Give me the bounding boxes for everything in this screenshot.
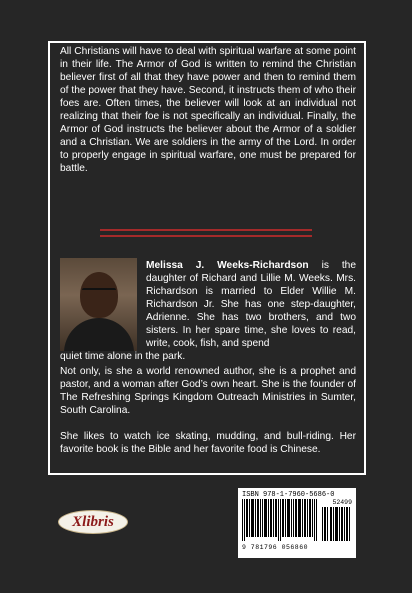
author-photo-glasses: [82, 288, 116, 298]
divider-line-bottom: [100, 235, 312, 237]
author-bio-intro: [146, 259, 356, 350]
author-name: Melissa J. Weeks-Richardson: [146, 260, 309, 271]
divider-line-top: [100, 229, 312, 231]
price-code: 52499: [332, 499, 352, 506]
author-bio-ministry: Not only, is she a world renowned author, she is a prophet and pastor, and a woman after God’s own heart. She is the founder of The Refreshing Springs Kingdom Outreach Ministries in Sumter, South Carolina.: [60, 366, 356, 416]
publisher-logo: Xlibris: [58, 510, 128, 534]
author-bio-intro-tail: quiet time alone in the park.: [60, 351, 186, 362]
author-bio-intro-text: is the daughter of Richard and Lillie M. Weeks. Mrs. Richardson is married to Elder Willie M. Richardson Jr. She has one step-daughter, Adrienne. She has two brothers, and two sisters. In her spare time, she loves to read, write, cook, fish, and spend: [146, 260, 356, 349]
isbn-text: ISBN 978-1-7960-5686-0: [242, 491, 335, 499]
author-photo: [60, 258, 137, 351]
author-bio-interests: She likes to watch ice skating, mudding, and bull-riding. Her favorite book is the Bible and her favorite food is Chinese.: [60, 431, 356, 455]
book-blurb: All Christians will have to deal with spiritual warfare at some point in their life. The Armor of God is written to remind the Christian believer first of all that they have power and then to remind them of the power that they have. Second, it instructs them of who their foes are. Often times, the believer will look at an individual not realizing that their foe is not specifically an individual. Finally, the Armor of God instructs the believer about the Armor of a soldier and a Christian. We are soldiers in the army of the Lord. In order to properly engage in spiritual warfare, one must be prepared for battle.: [60, 46, 356, 174]
barcode-addon-icon: [322, 507, 352, 541]
author-photo-body: [64, 318, 134, 351]
barcode-box: [238, 488, 356, 558]
barcode-number: 9 781796 056860: [242, 544, 309, 551]
barcode-ean-icon: [242, 499, 318, 541]
